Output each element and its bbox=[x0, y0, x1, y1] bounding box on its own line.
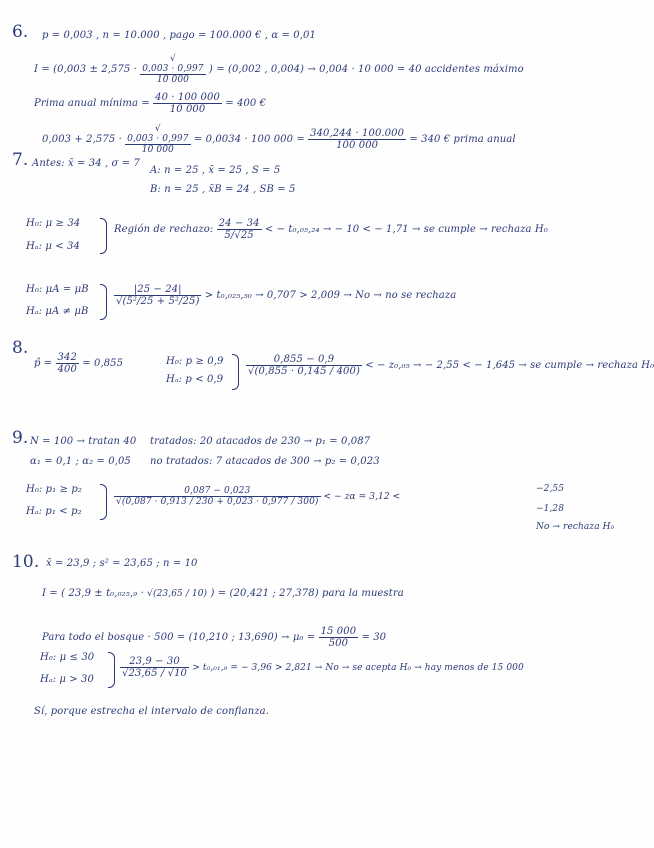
diff-rhs: > t₀,₀₂₅,₅₀ → 0,707 > 2,009 → No → no se rechaza bbox=[204, 290, 457, 301]
problem-7-h0-a: H₀: μ ≥ 34 bbox=[26, 218, 81, 229]
problem-7-sample-b: B: n = 25 , x̄B = 24 , SB = 5 bbox=[150, 184, 296, 195]
brace-8 bbox=[232, 354, 239, 390]
brace-10 bbox=[108, 652, 115, 688]
problem-10-givens: x̄ = 23,9 ; s² = 23,65 ; n = 10 bbox=[46, 558, 198, 569]
problem-8-number: 8. bbox=[12, 338, 29, 358]
region-fraction bbox=[217, 218, 262, 241]
phat-rhs: = 0,855 bbox=[82, 358, 124, 369]
problem-10-bosque bbox=[42, 626, 386, 649]
brace-9 bbox=[100, 484, 107, 520]
problem-8-ha: Hₐ: p < 0,9 bbox=[166, 374, 224, 385]
region-label: Región de rechazo: bbox=[114, 224, 214, 235]
bosque-fraction bbox=[319, 626, 359, 649]
z9-fraction bbox=[114, 486, 321, 507]
problem-10-interval bbox=[42, 588, 404, 599]
calc-sqrt-den: 10 000 bbox=[141, 145, 174, 155]
diff-den: √(5²/25 + 5²/25) bbox=[116, 296, 200, 307]
z9-den: √(0,087 · 0,913 / 230 + 0,023 · 0,977 / 300) bbox=[116, 497, 319, 507]
brace-7a bbox=[100, 218, 107, 254]
prima-den: 10 000 bbox=[169, 104, 206, 115]
prima-rhs: = 400 € bbox=[225, 98, 267, 109]
z8-rhs: < − z₀,₀₅ → − 2,55 < − 1,645 → se cumple → rechaza H₀ bbox=[365, 360, 654, 371]
prima-fraction bbox=[153, 92, 222, 115]
problem-9-treated: tratados: 20 atacados de 230 → p₁ = 0,087 bbox=[150, 436, 371, 447]
phat-num: 342 bbox=[57, 352, 77, 363]
phat-den: 400 bbox=[57, 364, 77, 375]
calc-mid: = 0,0034 · 100 000 = bbox=[193, 134, 305, 145]
problem-6-calc bbox=[42, 124, 516, 155]
problem-10-ha: Hₐ: μ > 30 bbox=[40, 674, 94, 685]
problem-7-sample-a: A: n = 25 , x̄ = 25 , S = 5 bbox=[150, 165, 281, 176]
problem-7-ha-a: Hₐ: μ < 34 bbox=[26, 241, 80, 252]
problem-9-z-bot: −1,28 bbox=[536, 504, 565, 514]
problem-8-h0: H₀: p ≥ 0,9 bbox=[166, 356, 224, 367]
phat-fraction bbox=[56, 352, 79, 375]
z9-rhs: < − zα = 3,12 < bbox=[323, 492, 401, 502]
problem-7-number: 7. bbox=[12, 150, 29, 170]
t10-num: 23,9 − 30 bbox=[120, 656, 189, 668]
problem-9-number: 9. bbox=[12, 428, 29, 448]
calc-sqrt-num: 0,003 · 0,997 bbox=[127, 134, 189, 144]
problem-8-phat bbox=[34, 352, 123, 375]
bosque-num: 15 000 bbox=[320, 626, 357, 637]
problem-7-antes: Antes: x̄ = 34 , σ = 7 bbox=[32, 158, 140, 169]
problem-9-z-end: No → rechaza H₀ bbox=[536, 522, 615, 532]
interval-sqrt-num: 0,003 · 0,997 bbox=[142, 64, 204, 74]
problem-6-number: 6. bbox=[12, 22, 29, 42]
diff-fraction bbox=[114, 284, 201, 307]
interval10-sqrt: √(23,65 / 10) bbox=[147, 589, 208, 599]
calc-den: 100 000 bbox=[336, 140, 379, 151]
problem-9-ha: Hₐ: p₁ < p₂ bbox=[26, 506, 82, 517]
brace-7b bbox=[100, 284, 107, 320]
problem-6-interval bbox=[34, 54, 524, 85]
prima-lhs: Prima anual mínima = bbox=[34, 98, 150, 109]
interval-rhs: ) = (0,002 , 0,004) → 0,004 · 10 000 = 40 accidentes máximo bbox=[208, 64, 524, 75]
region-num: 24 − 34 bbox=[218, 218, 260, 229]
interval-lhs: I = (0,003 ± 2,575 · bbox=[34, 64, 137, 75]
calc-fraction bbox=[308, 128, 406, 151]
problem-6-givens: p = 0,003 , n = 10.000 , pago = 100.000 € , α = 0,01 bbox=[42, 30, 316, 41]
problem-7-ha-b: Hₐ: μA ≠ μB bbox=[26, 306, 89, 317]
problem-7-h0-b: H₀: μA = μB bbox=[26, 284, 89, 295]
z8-den: √(0,855 · 0,145 / 400) bbox=[248, 366, 360, 377]
t10-den: √23,65 / √10 bbox=[122, 668, 188, 679]
problem-9-n: N = 100 → tratan 40 bbox=[30, 436, 137, 447]
calc-lhs: 0,003 + 2,575 · bbox=[42, 134, 122, 145]
t10-fraction bbox=[120, 656, 189, 679]
problem-9-alphas: α₁ = 0,1 ; α₂ = 0,05 bbox=[30, 456, 131, 467]
problem-10-number: 10. bbox=[12, 552, 40, 572]
phat-lhs: p̂ = bbox=[34, 358, 53, 369]
bosque-rhs: = 30 bbox=[361, 632, 387, 643]
problem-7-diff bbox=[114, 284, 456, 307]
region-rhs: < − t₀,₀₅,₂₄ → − 10 < − 1,71 → se cumple → rechaza H₀ bbox=[264, 224, 548, 235]
interval10-rhs: ) = (20,421 ; 27,378) para la muestra bbox=[210, 588, 404, 599]
problem-7-region bbox=[114, 218, 548, 241]
problem-9-z bbox=[114, 486, 400, 507]
problem-6-prima bbox=[34, 92, 266, 115]
region-den: 5/√25 bbox=[224, 230, 254, 241]
bosque-den: 500 bbox=[328, 638, 349, 649]
interval-sqrt-den: 10 000 bbox=[156, 75, 189, 85]
interval10-lhs: I = ( 23,9 ± t₀,₀₂₅,₉ · bbox=[42, 588, 144, 599]
problem-10-t bbox=[120, 656, 524, 679]
z8-num: 0,855 − 0,9 bbox=[246, 354, 362, 366]
problem-9-untreated: no tratados: 7 atacados de 300 → p₂ = 0,023 bbox=[150, 456, 380, 467]
prima-num: 40 · 100 000 bbox=[155, 92, 220, 103]
problem-10-h0: H₀: μ ≤ 30 bbox=[40, 652, 95, 663]
problem-10-note: Sí, porque estrecha el intervalo de confianza. bbox=[34, 706, 270, 717]
bosque-lhs: Para todo el bosque · 500 = (10,210 ; 13,690) → μ₀ = bbox=[42, 632, 316, 643]
z8-fraction bbox=[246, 354, 362, 377]
interval-sqrt: √ 0,003 · 0,997 10 000 bbox=[142, 54, 204, 85]
z9-num: 0,087 − 0,023 bbox=[114, 486, 321, 497]
calc-sqrt: √ 0,003 · 0,997 10 000 bbox=[127, 124, 189, 155]
calc-num: 340,244 · 100.000 bbox=[310, 128, 405, 139]
t10-rhs: > t₀,₀₁,₉ = − 3,96 > 2,821 → No → se acepta H₀ → hay menos de 15 000 bbox=[192, 663, 524, 673]
calc-rhs: = 340 € prima anual bbox=[409, 134, 516, 145]
diff-num: |25 − 24| bbox=[114, 284, 201, 296]
problem-9-z-top: −2,55 bbox=[536, 484, 565, 494]
problem-9-h0: H₀: p₁ ≥ p₂ bbox=[26, 484, 82, 495]
problem-8-z bbox=[246, 354, 654, 377]
